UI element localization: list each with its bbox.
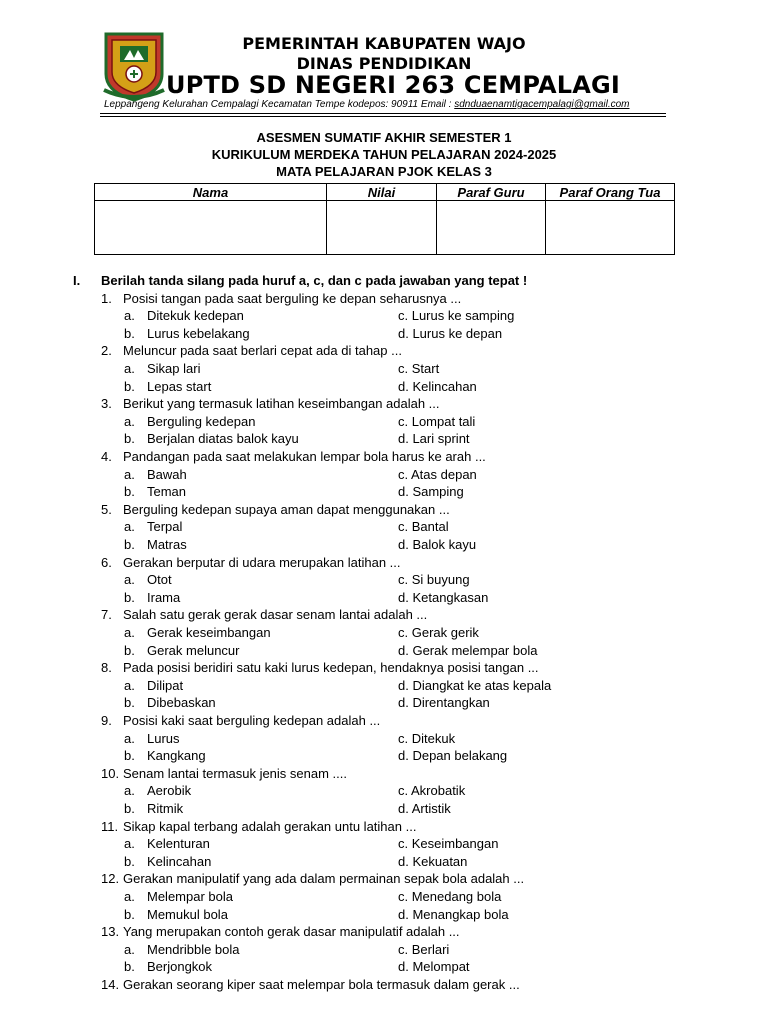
question-number: 2. [101,343,112,359]
name-cell[interactable] [95,201,327,255]
question-text: Yang merupakan contoh gerak dasar manipulatif adalah ... [123,924,460,940]
option-d[interactable]: d. Melompat [398,959,470,975]
option-c[interactable]: c. Akrobatik [398,783,466,799]
answer-row [0,378,768,396]
option-b[interactable]: Kangkang [147,748,206,764]
section-number: I. [73,273,81,288]
question-number: 10. [101,765,120,781]
option-d[interactable]: d. Menangkap bola [398,906,509,922]
option-b[interactable]: Lepas start [147,378,212,394]
parent-signature-cell[interactable] [546,201,675,255]
subject-title: MATA PELAJARAN PJOK KELAS 3 [276,164,492,179]
option-d[interactable]: d. Samping [398,484,464,500]
question-number: 1. [101,290,112,306]
exam-title: ASESMEN SUMATIF AKHIR SEMESTER 1 [256,130,512,145]
option-c[interactable]: c. Menedang bola [398,888,502,904]
option-c[interactable]: c. Berlari [398,941,450,957]
school-name: UPTD SD NEGERI 263 CEMPALAGI [166,71,621,99]
option-letter-b: b. [124,589,135,605]
question-text: Meluncur pada saat berlari cepat ada di tahap ... [123,343,402,359]
answer-row [0,747,768,765]
option-c[interactable]: c. Ditekuk [398,730,456,746]
curriculum-title: KURIKULUM MERDEKA TAHUN PELAJARAN 2024-2025 [211,147,557,162]
question-text: Posisi tangan pada saat berguling ke depan seharusnya ... [123,290,462,306]
question-item [101,659,539,677]
answer-row [0,518,768,536]
answer-row [0,413,768,431]
answer-row [0,958,768,976]
option-letter-b: b. [124,378,135,394]
option-letter-a: a. [124,941,135,957]
option-d[interactable]: d. Gerak melempar bola [398,642,538,658]
option-a[interactable]: Ditekuk kedepan [147,308,244,324]
question-text: Gerakan berputar di udara merupakan latihan ... [123,554,401,570]
option-b[interactable]: Gerak meluncur [147,642,240,658]
question-item [101,870,524,888]
answer-row [0,571,768,589]
answer-row [0,589,768,607]
option-d[interactable]: d. Kekuatan [398,853,468,869]
option-d[interactable]: d. Ketangkasan [398,589,489,605]
department-name: DINAS PENDIDIKAN [296,54,472,73]
identity-table [94,183,675,255]
address-text: Leppangeng Kelurahan Cempalagi Kecamatan Tempe kodepos: 90911 Email : [104,99,455,110]
option-d[interactable]: d. Depan belakang [398,748,508,764]
question-item [101,923,460,941]
option-a[interactable]: Sikap lari [147,360,201,376]
question-text: Gerakan seorang kiper saat melempar bola termasuk dalam gerak ... [123,976,520,992]
name-header: Nama [95,184,327,201]
option-b[interactable]: Dibebaskan [147,695,216,711]
option-b[interactable]: Berjongkok [147,959,213,975]
option-letter-a: a. [124,888,135,904]
option-letter-a: a. [124,836,135,852]
question-text: Sikap kapal terbang adalah gerakan untu latihan ... [123,818,417,834]
question-item [101,712,380,730]
question-item [101,554,401,572]
teacher-signature-cell[interactable] [437,201,546,255]
option-letter-b: b. [124,484,135,500]
option-c[interactable]: c. Bantal [398,519,449,535]
option-a[interactable]: Dilipat [147,677,184,693]
school-address [104,98,630,111]
answer-row [0,466,768,484]
option-a[interactable]: Bawah [147,466,187,482]
question-text: Salah satu gerak gerak dasar senam lantai adalah ... [123,607,428,623]
option-letter-a: a. [124,360,135,376]
option-b[interactable]: Memukul bola [147,906,228,922]
option-letter-a: a. [124,466,135,482]
option-b[interactable]: Berjalan diatas balok kayu [147,431,299,447]
question-item [101,818,416,836]
option-letter-b: b. [124,853,135,869]
option-c[interactable]: c. Start [398,360,440,376]
question-number: 13. [101,924,120,940]
option-letter-b: b. [124,431,135,447]
option-a[interactable]: Melempar bola [147,888,233,904]
question-number: 12. [101,871,120,887]
answer-row [0,483,768,501]
question-number: 6. [101,554,112,570]
option-c[interactable]: c. Lompat tali [398,413,476,429]
option-a[interactable]: Berguling kedepan [147,413,256,429]
option-c[interactable]: c. Atas depan [398,466,477,482]
option-d[interactable]: d. Balok kayu [398,536,477,552]
question-item [101,976,520,994]
answer-row [0,730,768,748]
answer-row [0,853,768,871]
option-c[interactable]: c. Gerak gerik [398,624,479,640]
option-d[interactable]: d. Artistik [398,800,451,816]
option-d[interactable]: d. Direntangkan [398,695,490,711]
option-c[interactable]: c. Lurus ke samping [398,308,515,324]
option-letter-b: b. [124,959,135,975]
option-d[interactable]: d. Lurus ke depan [398,325,503,341]
option-a[interactable]: Gerak keseimbangan [147,624,271,640]
option-letter-b: b. [124,906,135,922]
option-letter-a: a. [124,730,135,746]
option-letter-b: b. [124,695,135,711]
option-a[interactable]: Lurus [147,730,180,746]
question-text: Berikut yang termasuk latihan keseimbangan adalah ... [123,396,440,412]
option-letter-b: b. [124,748,135,764]
answer-row [0,360,768,378]
option-letter-a: a. [124,308,135,324]
question-text: Pada posisi beridiri satu kaki lurus kedepan, hendaknya posisi tangan ... [123,660,539,676]
option-letter-b: b. [124,536,135,552]
section-instruction: Berilah tanda silang pada huruf a, c, dan c pada jawaban yang tepat ! [101,273,528,288]
question-item [101,501,450,519]
option-c[interactable]: d. Diangkat ke atas kepala [398,677,552,693]
question-number: 3. [101,396,112,412]
answer-row [0,642,768,660]
answer-row [0,536,768,554]
answer-row [0,941,768,959]
question-item [101,342,402,360]
parent-signature-header: Paraf Orang Tua [546,184,675,201]
option-letter-a: a. [124,783,135,799]
option-a[interactable]: Otot [147,572,172,588]
question-item [101,290,461,308]
option-b[interactable]: Irama [147,589,181,605]
option-letter-b: b. [124,800,135,816]
option-b[interactable]: Ritmik [147,800,184,816]
answer-row [0,677,768,695]
question-text: Gerakan manipulatif yang ada dalam permainan sepak bola adalah ... [123,871,525,887]
option-letter-b: b. [124,325,135,341]
question-item [101,448,486,466]
question-number: 7. [101,607,112,623]
option-letter-a: a. [124,572,135,588]
answer-row [0,835,768,853]
option-b[interactable]: Lurus kebelakang [147,325,250,341]
option-letter-a: a. [124,624,135,640]
answer-row [0,906,768,924]
score-header: Nilai [327,184,437,201]
option-c[interactable]: c. Si buyung [398,572,470,588]
teacher-signature-header: Paraf Guru [437,184,546,201]
letterhead-divider [100,113,666,114]
option-letter-a: a. [124,413,135,429]
question-text: Posisi kaki saat berguling kedepan adalah ... [123,712,381,728]
option-c[interactable]: c. Keseimbangan [398,836,499,852]
score-cell[interactable] [327,201,437,255]
question-number: 14. [101,976,120,992]
option-d[interactable]: d. Kelincahan [398,378,477,394]
question-text: Pandangan pada saat melakukan lempar bola harus ke arah ... [123,448,486,464]
question-item [101,395,440,413]
option-letter-b: b. [124,642,135,658]
school-email-link[interactable]: sdnduaenamtigacempalagi@gmail.com [454,99,630,110]
answer-row [0,694,768,712]
option-letter-a: a. [124,677,135,693]
question-item [101,765,347,783]
answer-row [0,888,768,906]
question-number: 8. [101,660,112,676]
option-a[interactable]: Aerobik [147,783,192,799]
question-text: Senam lantai termasuk jenis senam .... [123,765,347,781]
question-number: 5. [101,501,112,517]
government-name: PEMERINTAH KABUPATEN WAJO [242,34,526,53]
answer-row [0,430,768,448]
option-b[interactable]: Kelincahan [147,853,212,869]
question-number: 9. [101,712,112,728]
answer-row [0,782,768,800]
option-b[interactable]: Teman [147,484,187,500]
option-b[interactable]: Matras [147,536,187,552]
question-text: Berguling kedepan supaya aman dapat menggunakan ... [123,501,450,517]
answer-row [0,624,768,642]
answer-row [0,325,768,343]
option-a[interactable]: Kelenturan [147,836,210,852]
answer-row [0,800,768,818]
option-a[interactable]: Mendribble bola [147,941,240,957]
option-letter-a: a. [124,519,135,535]
question-item [101,606,427,624]
letterhead-divider-thin [100,116,666,117]
option-d[interactable]: d. Lari sprint [398,431,470,447]
answer-row [0,307,768,325]
question-number: 4. [101,448,112,464]
option-a[interactable]: Terpal [147,519,183,535]
question-number: 11. [101,818,119,834]
